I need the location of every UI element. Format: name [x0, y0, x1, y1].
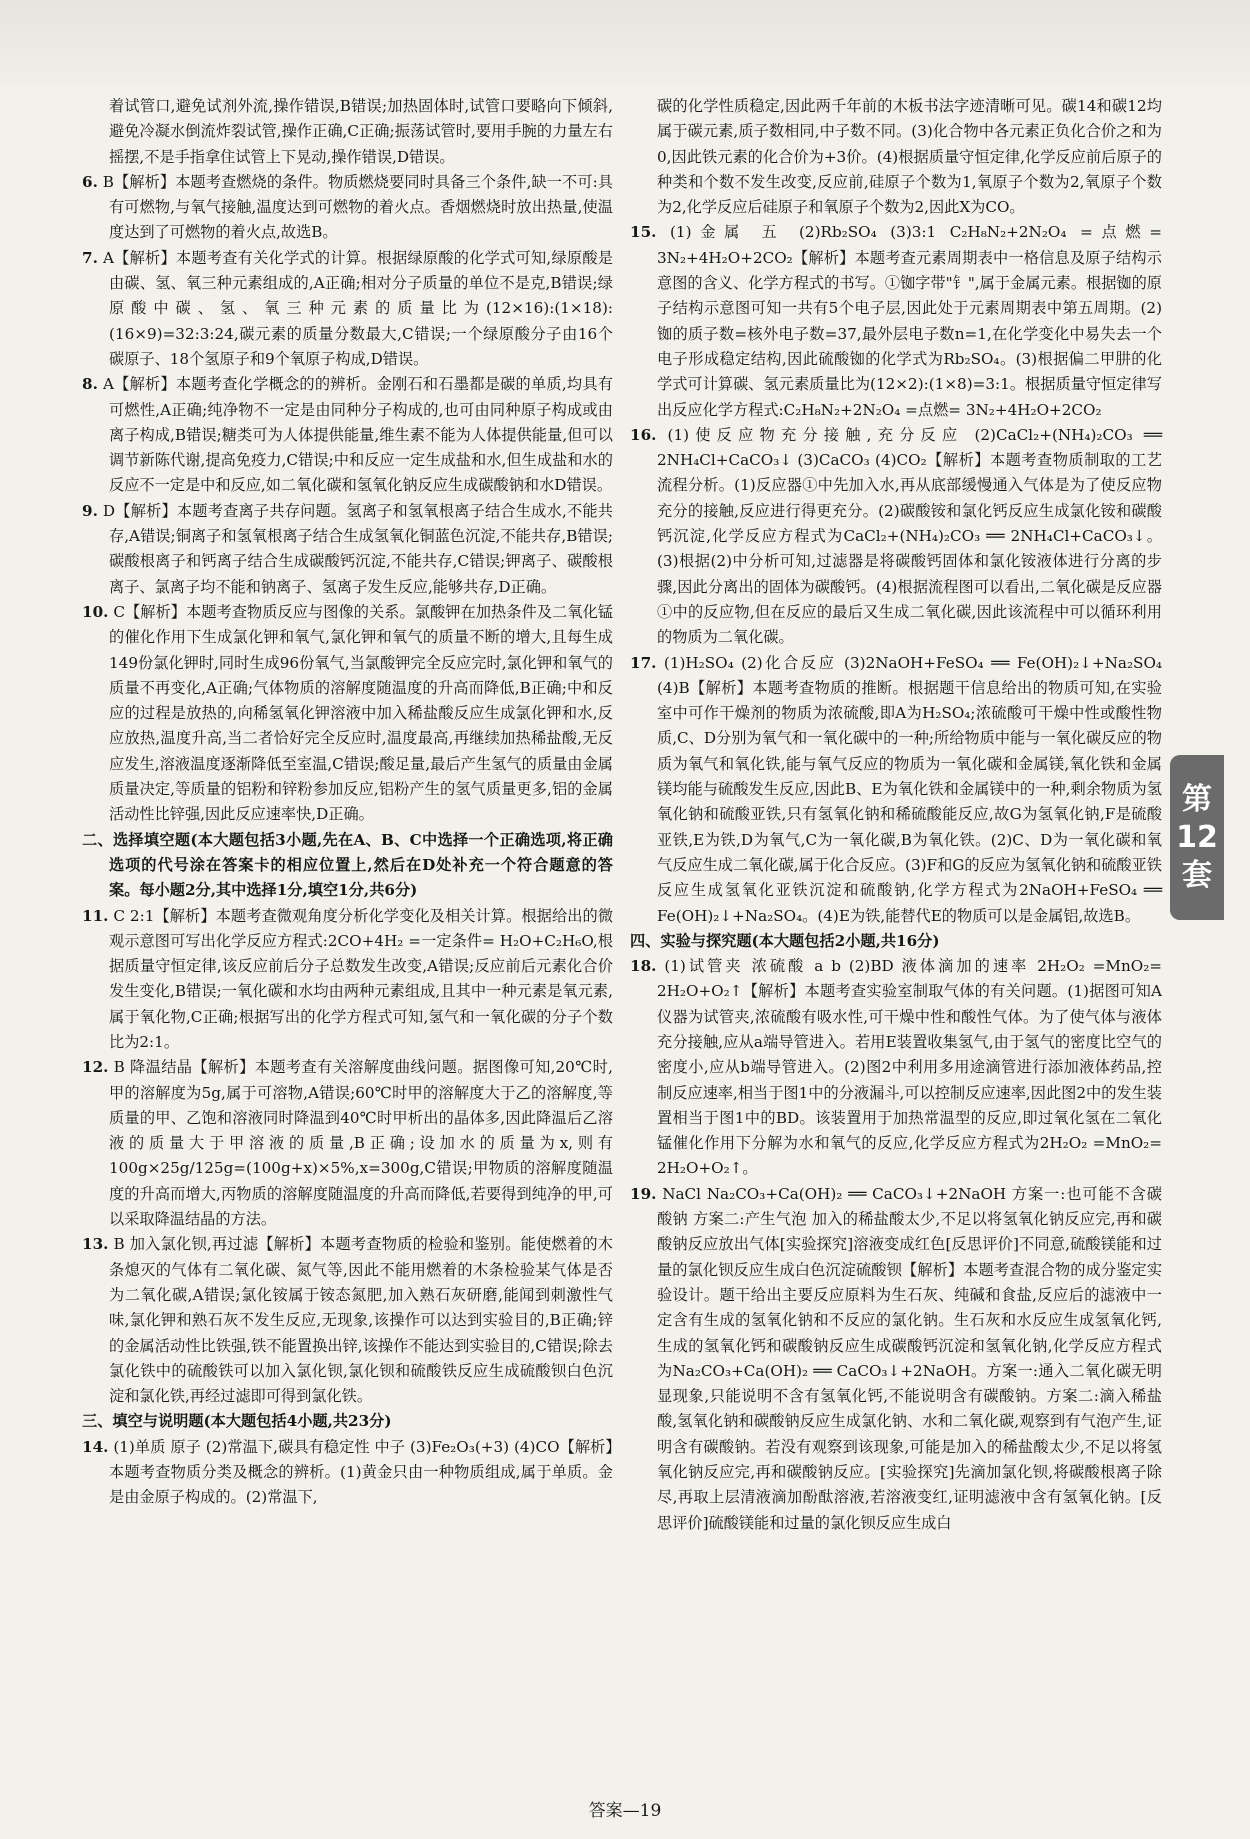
page-footer: 答案—19	[588, 1801, 662, 1821]
scan-header-shadow	[0, 0, 1250, 86]
answer-item-7: 7. A【解析】本题考查有关化学式的计算。根据绿原酸的化学式可知,绿原酸是由碳、氢、氧三种元素组成的,A正确;相对分子质量的单位不是克,B错误;绿原酸中碳、氢、氧三种元素的质量比为(12×16):(1×18):(16×9)=32:3:24,碳元素的质量分数最大,C错误;一个绿原酸分子由16个碳原子、18个氢原子和9个氧原子构成,D错误。	[82, 248, 613, 368]
answer-item-8: 8. A【解析】本题考查化学概念的的辨析。金刚石和石墨都是碳的单质,均具有可燃性,A正确;纯净物不一定是由同种分子构成的,也可由同种原子构成或由离子构成,B错误;糖类可为人体提供能量,维生素不能为人体提供能量,但可以调节新陈代谢,提高免疫力,C错误;中和反应一定生成盐和水,但生成盐和水的反应不一定是中和反应,如二氧化碳和氢氧化钠反应生成碳酸钠和水D错误。	[82, 375, 613, 495]
section-heading-3: 三、填空与说明题(本大题包括4小题,共23分)	[82, 1412, 392, 1431]
tab-char-3: 套	[1182, 857, 1212, 893]
answer-item-10: 10. C【解析】本题考查物质反应与图像的关系。氯酸钾在加热条件及二氧化锰的催化作用下生成氯化钾和氧气,氯化钾和氧气的质量不断的增大,且每生成149份氯化钾时,同时生成96份氧气,当氯酸钾完全反应完时,氯化钾和氧气的质量不再变化,A正确;气体物质的溶解度随温度的升高而降低,B正确;中和反应的过程是放热的,向稀氢氧化钾溶液中加入稀盐酸反应生成氯化钾和水,反应放热,温度升高,当二者恰好完全反应时,温度最高,再继续加热稀盐酸,无反应发生,溶液温度逐渐降低至室温,C错误;酸足量,最后产生氢气的质量由金属质量决定,等质量的铝粉和锌粉参加反应,铝粉产生的氢气质量更多,铝的金属活动性比锌强,因此反应速率快,D正确。	[82, 602, 614, 824]
answer-item-13: 13. B 加入氯化钡,再过滤【解析】本题考查物质的检验和鉴别。能使燃着的木条熄灭的气体有二氧化碳、氮气等,因此不能用燃着的木条检验某气体是否为二氧化碳,A错误;氯化铵属于铵态氮肥,加入熟石灰研磨,能闻到刺激性气味,氯化钾和熟石灰不发生反应,无现象,该操作可以达到实验目的,B正确;锌的金属活动性比铁强,铁不能置换出锌,该操作不能达到实验目的,C错误;除去氯化铁中的硫酸铁可以加入氯化钡,氯化钡和硫酸铁反应生成硫酸钡白色沉淀和氯化铁,再经过滤即可得到氯化铁。	[82, 1235, 613, 1406]
answer-item-11: 11. C 2:1【解析】本题考查微观角度分析化学变化及相关计算。根据给出的微观示意图可写出化学反应方程式:2CO+4H₂ =一定条件= H₂O+C₂H₆O,根据质量守恒定律,该反应前后分子总数发生改变,A错误;反应前后元素化合价发生变化,B错误;一氧化碳和水均由两种元素组成,且其中一种元素是氧元素,属于氧化物,C正确;根据写出的化学方程式可知,氢气和一氧化碳的分子个数比为2:1。	[82, 906, 614, 1051]
answer-item-16: 16. (1)使反应物充分接触,充分反应 (2)CaCl₂+(NH₄)₂CO₃ ══ 2NH₄Cl+CaCO₃↓ (3)CaCO₃ (4)CO₂【解析】本题考查物质制取的工艺流程分析。(1)反应器①中先加入水,再从底部缓慢通入气体是为了使反应物充分的接触,反应进行得更充分。(2)碳酸铵和氯化钙反应生成氯化铵和碳酸钙沉淀,化学反应方程式为CaCl₂+(NH₄)₂CO₃ ══ 2NH₄Cl+CaCO₃↓。(3)根据(2)中分析可知,过滤器是将碳酸钙固体和氯化铵液体进行分离的步骤,因此分离出的固体为碳酸钙。(4)根据流程图可以看出,二氧化碳是反应器①中的反应物,但在反应的最后又生成二氧化碳,因此该流程中可以循环利用的物质为二氧化碳。	[630, 425, 1163, 647]
paragraph-continuation-right: 碳的化学性质稳定,因此两千年前的木板书法字迹清晰可见。碳14和碳12均属于碳元素,质子数相同,中子数不同。(3)化合物中各元素正负化合价之和为0,因此铁元素的化合价为+3价。(4)根据质量守恒定律,化学反应前后原子的种类和个数不发生改变,反应前,硅原子个数为1,氧原子个数为2,氧原子个数为2,化学反应后硅原子和氧原子个数为2,因此X为CO。	[657, 97, 1162, 217]
answer-item-6: 6. B【解析】本题考查燃烧的条件。物质燃烧要同时具备三个条件,缺一不可:具有可燃物,与氧气接触,温度达到可燃物的着火点。香烟燃烧时放出热量,使温度达到了可燃物的着火点,故选B。	[82, 172, 613, 242]
answer-item-9: 9. D【解析】本题考查离子共存问题。氢离子和氢氧根离子结合生成水,不能共存,A错误;铜离子和氢氧根离子结合生成氢氧化铜蓝色沉淀,不能共存,B错误;碳酸根离子和钙离子结合生成碳酸钙沉淀,不能共存,C错误;钾离子、碳酸根离子、氯离子均不能和钠离子、氢离子发生反应,能够共存,D正确。	[82, 501, 613, 596]
answer-item-17: 17. (1)H₂SO₄ (2)化合反应 (3)2NaOH+FeSO₄ ══ Fe(OH)₂↓+Na₂SO₄ (4)B【解析】本题考查物质的推断。根据题干信息给出的物质可知,在实验室中可作干燥剂的物质为浓硫酸,即A为H₂SO₄;浓硫酸可干燥中性或酸性物质,C、D分别为氧气和一氧化碳中的一种;所给物质中能与一氧化碳反应的物质为氧气和氧化铁,能与氧气反应的物质为一氧化碳和金属镁,氧化铁和金属镁均能与硫酸发生反应,因此B、E为氧化铁和金属镁中的一种,剩余物质为氢氧化钠和硫酸亚铁,只有氢氧化钠和稀硫酸能反应,故G为氢氧化钠,F是硫酸亚铁,E为铁,D为氧气,C为一氧化碳,B为氧化铁。(2)C、D为一氧化碳和氧气反应生成二氧化碳,属于化合反应。(3)F和G的反应为氢氧化钠和硫酸亚铁反应生成氢氧化亚铁沉淀和硫酸钠,化学方程式为2NaOH+FeSO₄ ══ Fe(OH)₂↓+Na₂SO₄。(4)E为铁,能替代E的物质可以是金属铝,故选B。	[630, 653, 1163, 925]
answer-item-12: 12. B 降温结晶【解析】本题考查有关溶解度曲线问题。据图像可知,20℃时,甲的溶解度为5g,属于可溶物,A错误;60℃时甲的溶解度大于乙的溶解度,等质量的甲、乙饱和溶液同时降温到40℃时甲析出的晶体多,因此降温后乙溶液的质量大于甲溶液的质量,B正确;设加水的质量为x,则有100g×25g/125g=(100g+x)×5%,x=300g,C错误;甲物质的溶解度随温度的升高而增大,丙物质的溶解度随温度的升高而降低,若要得到纯净的甲,可以采取降温结晶的方法。	[82, 1058, 614, 1229]
answer-column-left	[82, 94, 613, 1511]
tab-char-2: 12	[1176, 819, 1218, 855]
section-heading-2: 二、选择填空题(本大题包括3小题,先在A、B、C中选择一个正确选项,将正确选项的代号涂在答案卡的相应位置上,然后在D处补充一个符合题意的答案。每小题2分,其中选择1分,填空1分,共6分)	[82, 830, 613, 900]
answer-item-19: 19. NaCl Na₂CO₃+Ca(OH)₂ ══ CaCO₃↓+2NaOH 方案一:也可能不含碳酸钠 方案二:产生气泡 加入的稀盐酸太少,不足以将氢氧化钠反应完,再和碳酸钠反应放出气体[实验探究]溶液变成红色[反思评价]不同意,硫酸镁能和过量的氯化钡反应生成白色沉淀硫酸钡【解析】本题考查混合物的成分鉴定实验设计。题干给出主要反应原料为生石灰、纯碱和食盐,反应后的滤液中一定含有生成的氢氧化钠和不反应的氯化钠。生石灰和水反应生成氢氧化钙,生成的氢氧化钙和碳酸钠反应生成碳酸钙沉淀和氢氧化钠,化学反应方程式为Na₂CO₃+Ca(OH)₂ ══ CaCO₃↓+2NaOH。方案一:通入二氧化碳无明显现象,只能说明不含有氢氧化钙,不能说明含有碳酸钠。方案二:滴入稀盐酸,氢氧化钠和碳酸钠反应生成氯化钠、水和二氧化碳,观察到有气泡产生,证明含有碳酸钠。若没有观察到该现象,可能是加入的稀盐酸太少,不足以将氢氧化钠反应完,再和碳酸钠反应。[实验探究]先滴加氯化钡,将碳酸根离子除尽,再取上层清液滴加酚酞溶液,若溶液变红,证明滤液中含有氢氧化钠。[反思评价]硫酸镁能和过量的氯化钡反应生成白	[630, 1184, 1162, 1532]
tab-char-1: 第	[1182, 781, 1212, 817]
set-number-tab	[1170, 755, 1224, 920]
answer-item-14: 14. (1)单质 原子 (2)常温下,碳具有稳定性 中子 (3)Fe₂O₃(+3) (4)CO【解析】本题考查物质分类及概念的辨析。(1)黄金只由一种物质组成,属于单质。金是由金原子构成的。(2)常温下,	[82, 1437, 613, 1507]
answer-item-15: 15. (1)金属 五 (2)Rb₂SO₄ (3)3:1 C₂H₈N₂+2N₂O₄ =点燃= 3N₂+4H₂O+2CO₂【解析】本题考查元素周期表中一格信息及原子结构示意图的含义、化学方程式的书写。①铷字带"钅",属于金属元素。根据铷的原子结构示意图可知一共有5个电子层,因此处于元素周期表中第五周期。(2)铷的质子数=核外电子数=37,最外层电子数n=1,在化学变化中易失去一个电子形成稳定结构,因此硫酸铷的化学式为Rb₂SO₄。(3)根据偏二甲肼的化学式可计算碳、氢元素质量比为(12×2):(1×8)=3:1。根据质量守恒定律写出反应化学方程式:C₂H₈N₂+2N₂O₄ =点燃= 3N₂+4H₂O+2CO₂	[630, 223, 1162, 419]
paragraph-continuation: 着试管口,避免试剂外流,操作错误,B错误;加热固体时,试管口要略向下倾斜,避免冷凝水倒流炸裂试管,操作正确,C正确;振荡试管时,要用手腕的力量左右摇摆,不是手指拿住试管上下晃动,操作错误,D错误。	[109, 97, 613, 166]
answer-column-right	[630, 94, 1162, 1536]
section-heading-4: 四、实验与探究题(本大题包括2小题,共16分)	[630, 931, 940, 950]
answer-item-18: 18. (1)试管夹 浓硫酸 a b (2)BD 液体滴加的速率 2H₂O₂ =MnO₂= 2H₂O+O₂↑【解析】本题考查实验室制取气体的有关问题。(1)据图可知A仪器为试管夹,浓硫酸有吸水性,可干燥中性和酸性气体。为了使气体与液体充分接触,应从a端导管进入。若用E装置收集氢气,由于氢气的密度比空气的密度小,应从b端导管进入。(2)图2中利用多用途滴管进行添加液体药品,控制反应速率,相当于图1中的分液漏斗,可以控制反应速率,因此图2中的发生装置相当于图1中的BD。该装置用于加热常温型的反应,即过氧化氢在二氧化锰催化作用下分解为水和氧气的反应,化学反应方程式为2H₂O₂ =MnO₂= 2H₂O+O₂↑。	[630, 957, 1163, 1178]
